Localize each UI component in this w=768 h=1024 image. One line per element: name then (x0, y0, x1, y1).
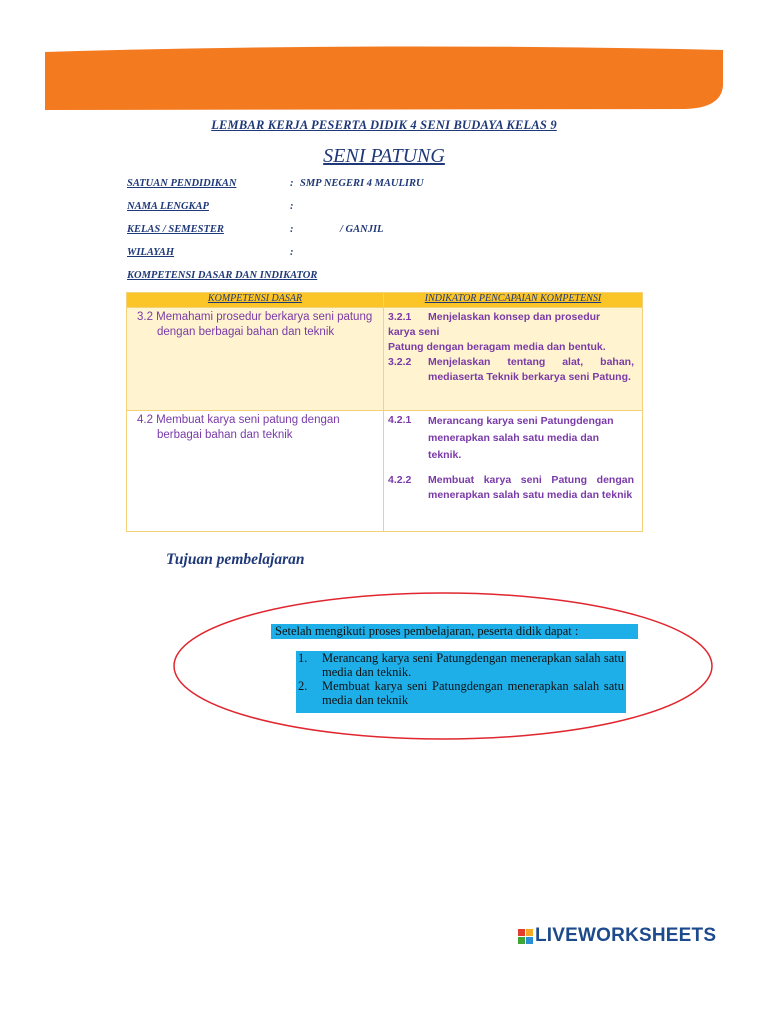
worksheet-title: LEMBAR KERJA PESERTA DIDIK 4 SENI BUDAYA KELAS 9 (211, 118, 557, 132)
indicator-number: 3.2.1 (388, 311, 412, 323)
kd-cell (127, 411, 384, 532)
school-value: SMP NEGERI 4 MAULIRU (300, 178, 424, 189)
table-row (127, 308, 643, 411)
indicator-text-continued: karya seni (388, 326, 440, 338)
class-value: / GANJIL (340, 224, 384, 235)
name-colon: : (290, 201, 294, 212)
header-indikator: INDIKATOR PENCAPAIAN KOMPETENSI (384, 293, 643, 308)
objective-number: 1. (298, 651, 308, 665)
indicator-item (388, 473, 634, 503)
kd-cell (127, 308, 384, 411)
banner-shape (45, 46, 723, 110)
subject-title: SENI PATUNG (323, 145, 445, 167)
class-label: KELAS / SEMESTER (127, 224, 224, 235)
logo-square (518, 937, 525, 944)
school-colon: : (290, 178, 294, 189)
region-colon: : (290, 247, 294, 258)
objective-number: 2. (298, 679, 308, 693)
header-banner (45, 46, 723, 110)
list-item (296, 680, 624, 707)
header-kompetensi-dasar: KOMPETENSI DASAR (127, 293, 384, 308)
table-row (127, 411, 643, 532)
indicator-cell (384, 308, 643, 411)
indicator-number: 3.2.2 (388, 356, 412, 368)
indicator-item (388, 310, 634, 325)
indicator-cell (384, 411, 643, 532)
list-item (296, 652, 624, 679)
indicator-text: Membuat karya seni Patung dengan menerapkan salah satu media dan teknik (428, 474, 634, 501)
indicator-number: 4.2.1 (388, 414, 412, 426)
indicator-item (388, 413, 634, 464)
region-label: WILAYAH (127, 247, 175, 258)
liveworksheets-logo (518, 926, 716, 946)
indicator-text: Menjelaskan konsep dan prosedur (428, 311, 601, 323)
objectives-title: Tujuan pembelajaran (166, 551, 305, 568)
indicator-extra: Patung dengan beragam media dan bentuk. (388, 341, 606, 353)
logo-squares-icon (518, 929, 533, 944)
kd-text-continued: dengan berbagai bahan dan teknik (157, 326, 335, 338)
logo-square (526, 929, 533, 936)
kd-text: 4.2 Membuat karya seni patung dengan (137, 414, 340, 426)
indicator-text: Menjelaskan tentang alat, bahan, mediaserta Teknik berkarya seni Patung. (428, 356, 634, 383)
name-label: NAMA LENGKAP (127, 201, 209, 212)
kd-text-continued: berbagai bahan dan teknik (157, 429, 293, 441)
objective-text: Merancang karya seni Patungdengan menerapkan salah satu media dan teknik. (322, 651, 624, 679)
school-label: SATUAN PENDIDIKAN (127, 178, 237, 189)
objectives-intro: Setelah mengikuti proses pembelajaran, peserta didik dapat : (271, 624, 638, 639)
class-colon: : (290, 224, 294, 235)
logo-square (518, 929, 525, 936)
objective-text: Membuat karya seni Patungdengan menerapkan salah satu media dan teknik (322, 679, 624, 707)
logo-text: LIVEWORKSHEETS (535, 925, 717, 946)
kd-text: 3.2 Memahami prosedur berkarya seni patung (137, 311, 373, 323)
objectives-list (296, 651, 626, 713)
indicator-item (388, 355, 634, 385)
competency-table (126, 292, 643, 532)
indicator-number: 4.2.2 (388, 474, 412, 486)
table-header-row (127, 293, 643, 308)
indicator-text: Merancang karya seni Patungdengan menerapkan salah satu media dan teknik. (428, 415, 614, 461)
competency-section-label: KOMPETENSI DASAR DAN INDIKATOR (127, 270, 318, 281)
logo-square (526, 937, 533, 944)
